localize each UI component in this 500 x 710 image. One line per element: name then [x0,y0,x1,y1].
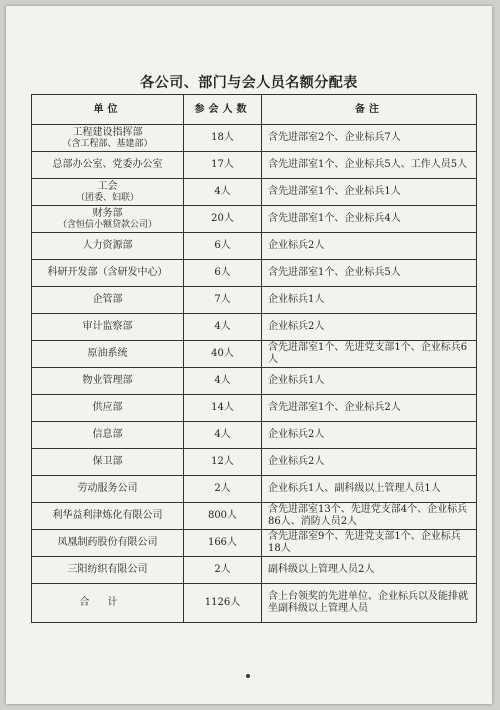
row-unit [32,557,184,584]
row-note: 企业标兵2人 [262,422,477,449]
table-row [32,314,477,341]
row-count: 4人 [184,179,262,206]
unit-name: 物业管理部 [82,375,133,386]
row-count: 6人 [184,260,262,287]
row-count: 800人 [184,503,262,530]
table-row [32,476,477,503]
unit-name: 总部办公室、党委办公室 [52,159,163,170]
table-row [32,368,477,395]
row-unit [32,260,184,287]
header-note: 备注 [262,95,477,125]
unit-name: 企管部 [92,294,123,305]
row-unit [32,152,184,179]
row-count: 18人 [184,125,262,152]
row-note: 企业标兵1人、副科级以上管理人员1人 [262,476,477,503]
unit-name: 人力资源部 [82,240,133,251]
row-count: 20人 [184,206,262,233]
row-count: 2人 [184,476,262,503]
total-count: 1126人 [184,584,262,623]
row-unit [32,476,184,503]
table-row [32,152,477,179]
row-unit [32,449,184,476]
row-count: 7人 [184,287,262,314]
row-note: 含先进部室1个、企业标兵4人 [262,206,477,233]
table-row [32,287,477,314]
unit-name: 保卫部 [92,456,123,467]
row-note: 企业标兵2人 [262,449,477,476]
table-row [32,233,477,260]
row-note: 含先进部室1个、企业标兵1人 [262,179,477,206]
row-count: 40人 [184,341,262,368]
row-count: 12人 [184,449,262,476]
unit-name: 凤凰制药股份有限公司 [57,537,158,548]
total-note: 含上台领奖的先进单位、企业标兵以及能排就坐副科级以上管理人员 [262,584,477,623]
row-unit [32,179,184,206]
table-title: 各公司、部门与会人员名额分配表 [140,75,358,91]
row-count: 14人 [184,395,262,422]
unit-name: 三阳纺织有限公司 [67,564,148,575]
row-unit [32,530,184,557]
unit-name: 工会 [97,180,118,192]
unit-subtitle: （含恒信小额贷款公司） [57,219,157,230]
row-note: 企业标兵1人 [262,368,477,395]
unit-name: 审计监察部 [82,321,133,332]
row-count: 4人 [184,422,262,449]
row-note: 企业标兵2人 [262,233,477,260]
page-mark [246,674,250,678]
row-count: 2人 [184,557,262,584]
row-unit [32,314,184,341]
unit-subtitle: （团委、妇联） [75,192,139,203]
row-note: 含先进部室1个、企业标兵2人 [262,395,477,422]
unit-subtitle: （含工程部、基建部） [62,138,153,149]
allocation-table [31,94,477,623]
row-count: 4人 [184,314,262,341]
row-note: 含先进部室13个、先进党支部4个、企业标兵86人、消防人员2人 [262,503,477,530]
row-count: 4人 [184,368,262,395]
row-count: 17人 [184,152,262,179]
row-unit [32,341,184,368]
row-unit [32,233,184,260]
row-note: 企业标兵2人 [262,314,477,341]
unit-name: 原油系统 [87,348,128,359]
table-row [32,422,477,449]
table-row [32,341,477,368]
total-label: 合计 [32,584,184,623]
table-row [32,260,477,287]
table-row [32,395,477,422]
unit-name: 工程建设指挥部 [72,126,143,138]
document-page [6,6,492,704]
row-note: 含先进部室1个、企业标兵5人、工作人员5人 [262,152,477,179]
table-row [32,557,477,584]
row-unit [32,503,184,530]
row-note: 副科级以上管理人员2人 [262,557,477,584]
row-unit [32,287,184,314]
unit-name: 信息部 [92,429,123,440]
table-row [32,206,477,233]
row-unit [32,368,184,395]
row-note: 含先进部室1个、先进党支部1个、企业标兵6人 [262,341,477,368]
row-count: 166人 [184,530,262,557]
total-row [32,584,477,623]
header-unit: 单位 [32,95,184,125]
row-unit [32,422,184,449]
row-note: 含先进部室2个、企业标兵7人 [262,125,477,152]
row-note: 企业标兵1人 [262,287,477,314]
header-row [32,95,477,125]
header-count: 参会人数 [184,95,262,125]
unit-name: 科研开发部（含研发中心） [47,267,168,278]
table-row [32,503,477,530]
row-note: 含先进部室9个、先进党支部1个、企业标兵18人 [262,530,477,557]
unit-name: 财务部 [92,207,123,219]
row-unit [32,125,184,152]
unit-name: 劳动服务公司 [77,483,138,494]
row-note: 含先进部室1个、企业标兵5人 [262,260,477,287]
row-unit [32,395,184,422]
table-row [32,125,477,152]
table-row [32,530,477,557]
row-count: 6人 [184,233,262,260]
table-row [32,179,477,206]
table-row [32,449,477,476]
row-unit [32,206,184,233]
unit-name: 利华益利津炼化有限公司 [52,510,163,521]
unit-name: 供应部 [92,402,123,413]
